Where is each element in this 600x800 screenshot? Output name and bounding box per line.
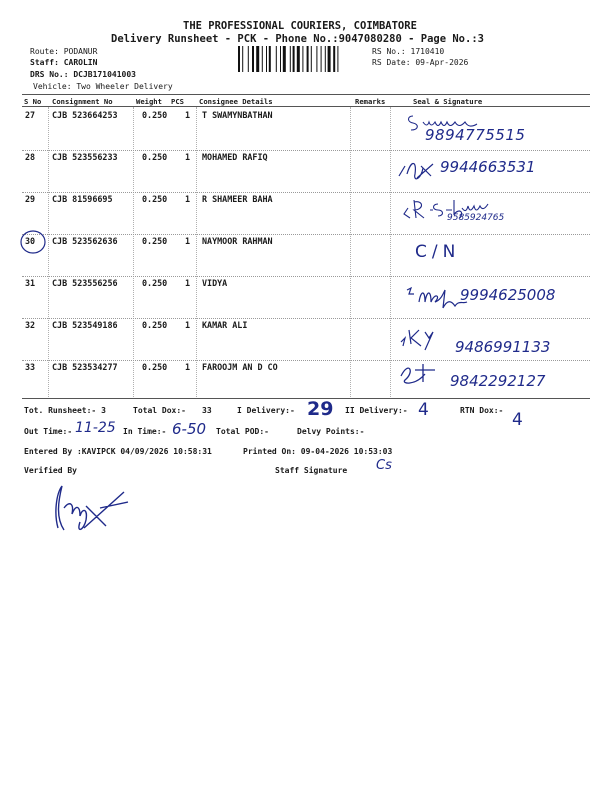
row-sno: 29 — [25, 194, 36, 204]
circle-mark — [18, 228, 52, 256]
barcode-bar — [290, 46, 291, 72]
barcode-bar — [297, 46, 300, 72]
out-time-label: Out Time:- — [24, 427, 73, 436]
handwritten-rtn: 4 — [512, 410, 523, 430]
barcode-bar — [307, 46, 309, 72]
printed-on: Printed On: 09-04-2026 10:53:03 — [243, 447, 393, 456]
row-consignee: VIDYA — [202, 278, 228, 288]
vehicle-label: Vehicle: Two Wheeler Delivery — [33, 82, 173, 91]
handwritten-i-delivery: 29 — [307, 398, 334, 420]
barcode-bar — [262, 46, 263, 72]
total-dox-value: 33 — [202, 406, 212, 415]
col-weight: Weight — [136, 97, 162, 106]
row-sno: 30 — [25, 236, 36, 246]
row-pcs: 1 — [185, 236, 191, 246]
row-weight: 0.250 — [142, 152, 168, 162]
row-consignee: KAMAR ALI — [202, 320, 248, 330]
handwritten-phone-27: 9894775515 — [425, 126, 526, 144]
barcode-bar — [337, 46, 338, 72]
barcode-bar — [333, 46, 335, 72]
barcode-bar — [266, 46, 267, 72]
col-consignee: Consignee Details — [199, 97, 273, 106]
row-weight: 0.250 — [142, 278, 168, 288]
row-pcs: 1 — [185, 362, 191, 372]
barcode-bar — [256, 46, 259, 72]
row-weight: 0.250 — [142, 110, 168, 120]
signature-28 — [395, 156, 439, 184]
barcode-bar — [276, 46, 277, 72]
barcode-bar — [238, 46, 240, 72]
signature-32 — [395, 326, 455, 352]
ii-delivery-label: II Delivery:- — [345, 406, 408, 415]
barcode-bar — [283, 46, 286, 72]
col-pcs: PCS — [171, 97, 184, 106]
handwritten-phone-32: 9486991133 — [455, 338, 551, 356]
row-sno: 32 — [25, 320, 36, 330]
barcode-bar — [242, 46, 243, 72]
row-pcs: 1 — [185, 320, 191, 330]
table-bottom-rule — [22, 398, 590, 399]
row-sno: 27 — [25, 110, 36, 120]
row-weight: 0.250 — [142, 362, 168, 372]
row-consignment: CJB 523664253 — [52, 110, 118, 120]
table-row — [22, 234, 590, 276]
row-consignment: CJB 523562636 — [52, 236, 118, 246]
in-time-label: In Time:- — [123, 427, 167, 436]
row-pcs: 1 — [185, 194, 191, 204]
handwritten-phone-31: 9994625008 — [460, 286, 556, 304]
table-row — [22, 192, 590, 234]
row-consignee: FAROOJM AN D CO — [202, 362, 278, 372]
row-pcs: 1 — [185, 278, 191, 288]
handwritten-ii-delivery: 4 — [418, 400, 429, 420]
runsheet-subtitle: Delivery Runsheet - PCK - Phone No.:9047080280 - Page No.:3 — [111, 33, 484, 45]
barcode-bar — [325, 46, 326, 72]
handwritten-phone-33: 9842292127 — [450, 372, 546, 390]
staff-signature-label: Staff Signature — [275, 466, 348, 475]
barcode-bar — [248, 46, 249, 72]
handwritten-out-time: 11-25 — [75, 420, 116, 436]
rs-number: RS No.: 1710410 — [372, 47, 445, 56]
row-consignee: R SHAMEER BAHA — [202, 194, 273, 204]
row-sno: 33 — [25, 362, 36, 372]
handwritten-in-time: 6-50 — [172, 420, 207, 438]
row-weight: 0.250 — [142, 320, 168, 330]
row-consignee: MOHAMED RAFIQ — [202, 152, 268, 162]
row-consignment: CJB 523556233 — [52, 152, 118, 162]
handwritten-phone-29: 9585924765 — [447, 213, 505, 223]
barcode-bar — [311, 46, 312, 72]
col-sno: S No — [24, 97, 42, 106]
barcode-bar — [316, 46, 317, 72]
barcode-bar — [302, 46, 303, 72]
barcode — [238, 46, 366, 72]
route-label: Route: PODANUR — [30, 47, 98, 56]
drs-number: DRS No.: DCJB171041003 — [30, 70, 136, 79]
barcode-bar — [252, 46, 254, 72]
total-pod-label: Total POD:- — [216, 427, 269, 436]
row-consignment: CJB 81596695 — [52, 194, 113, 204]
signature-33 — [395, 358, 439, 388]
staff-label: Staff: CAROLIN — [30, 58, 98, 67]
row-sno: 28 — [25, 152, 36, 162]
barcode-bar — [269, 46, 271, 72]
verifier-signature — [44, 478, 134, 538]
row-sno: 31 — [25, 278, 36, 288]
row-consignee: NAYMOOR RAHMAN — [202, 236, 273, 246]
handwritten-phone-28: 9944663531 — [440, 158, 536, 176]
rs-date: RS Date: 09-Apr-2026 — [372, 58, 469, 67]
handwritten-cn-30: C/N — [415, 242, 461, 262]
row-consignee: T SWAMYNBATHAN — [202, 110, 273, 120]
barcode-bar — [293, 46, 295, 72]
header-rule-bottom — [22, 106, 590, 107]
col-consignment: Consignment No — [52, 97, 113, 106]
entered-by: Entered By :KAVIPCK 04/09/2026 10:58:31 — [24, 447, 212, 456]
col-seal-signature: Seal & Signature — [413, 97, 483, 106]
total-dox-label: Total Dox:- — [133, 406, 186, 415]
row-weight: 0.250 — [142, 194, 168, 204]
row-consignment: CJB 523534277 — [52, 362, 118, 372]
barcode-bar — [321, 46, 322, 72]
row-weight: 0.250 — [142, 236, 168, 246]
handwritten-staff-initials: Cs — [376, 458, 392, 473]
i-delivery-label: I Delivery:- — [237, 406, 295, 415]
tot-runsheet: Tot. Runsheet:- 3 — [24, 406, 106, 415]
row-consignment: CJB 523556256 — [52, 278, 118, 288]
barcode-bar — [280, 46, 281, 72]
row-pcs: 1 — [185, 110, 191, 120]
header-rule-top — [22, 94, 590, 95]
verified-by-label: Verified By — [24, 466, 77, 475]
company-title: THE PROFESSIONAL COURIERS, COIMBATORE — [183, 20, 417, 32]
delvy-points-label: Delvy Points:- — [297, 427, 365, 436]
row-consignment: CJB 523549186 — [52, 320, 118, 330]
rtn-dox-label: RTN Dox:- — [460, 406, 504, 415]
col-remarks: Remarks — [355, 97, 386, 106]
row-pcs: 1 — [185, 152, 191, 162]
barcode-bar — [328, 46, 331, 72]
